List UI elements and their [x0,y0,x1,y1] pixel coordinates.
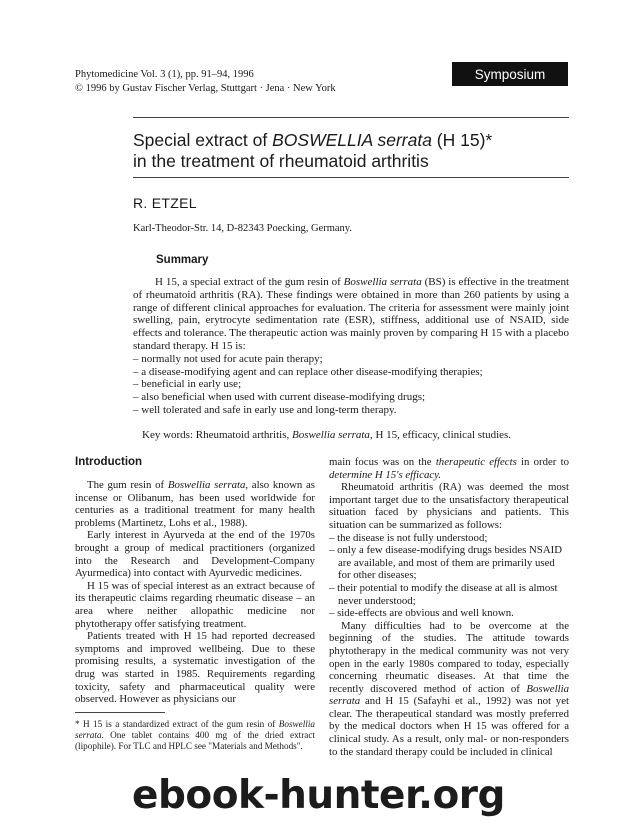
title-species: BOSWELLIA serrata [272,130,432,150]
footnote-rule [75,712,165,713]
list-item: – also beneficial when used with current disease-modifying drugs; [133,391,569,404]
title-suffix: (H 15)* [431,130,493,150]
summary-heading: Summary [156,254,209,266]
list-item: – normally not used for acute pain therapy; [133,353,569,366]
keywords: Key words: Rheumatoid arthritis, Boswellia serrata, H 15, efficacy, clinical studies. [142,429,512,441]
article-title [133,130,573,172]
symposium-badge: Symposium [452,62,568,86]
author: R. ETZEL [133,195,197,211]
journal-header [75,68,336,96]
body-paragraph: The gum resin of Boswellia serrata, also known as incense or Olibanum, has been used worldwide for centuries as a traditional treatment for many health problems (Martinetz, Lohs et al., 1988). [75,479,316,529]
column-right [329,456,569,758]
affiliation: Karl-Theodor-Str. 14, D-82343 Poecking, Germany. [133,223,352,234]
title-line2: in the treatment of rheumatoid arthritis [133,151,429,171]
introduction-heading: Introduction [75,456,143,468]
body-paragraph: Many difficulties had to be overcome at the beginning of the studies. The attitude towards phytotherapy in the medical community was not very open in the early 1980s compared to today, especially concerning rheumatic diseases. At that time the recently discovered method of action of Boswellia serrata and H 15 (Safayhi et al., 1992) was not yet clear. The therapeutical standard was mostly preferred by the medical doctors when H 15 was offered for a clinical study. As a result, only mal- or non-responders to the standard therapy could be included in clinical [329,619,569,758]
body-paragraph: Rheumatoid arthritis (RA) was deemed the most important target due to the unsatisfactory therapeutical situation faced by physicians and patients. This situation can be summarized as follows: [329,481,569,531]
title-rule-bottom [133,177,569,178]
watermark: ebook-hunter.org [132,773,505,818]
list-item: – only a few disease-modifying drugs besides NSAID are available, and most of them are primarily used for other diseases; [329,544,569,582]
abstract-paragraph: H 15, a special extract of the gum resin of Boswellia serrata (BS) is effective in the treatment of rheumatoid arthritis (RA). These findings were obtained in more than 260 patients by using a range of different clinical approaches for evaluation. The criteria for assessment were mainly joint swelling, pain, erytrocyte sedimentation rate (ESR), stiffness, additional use of NSAID, side effects and tolerance. The therapeutic action was mainly proven by comparing H 15 with a placebo standard therapy. H 15 is: [133,276,569,352]
abstract [133,276,569,417]
body-paragraph: H 15 was of special interest as an extract because of its therapeutic claims regarding rheumatic disease – an area where neither allopathic medicine nor phytotherapy offer satisfying treatment. [75,579,315,630]
footnote: * H 15 is a standardized extract of the gum resin of Boswellia serrata. One tablet contains 400 mg of the dried extract (lipophile). For TLC and HPLC see "Materials and Methods". [75,719,315,751]
list-item: – the disease is not fully understood; [329,532,569,545]
body-paragraph: Early interest in Ayurveda at the end of the 1970s brought a group of medical practitioners (organized into the Research and Development-Company Ayurmedica) into contact with Ayurvedic medicines. [75,529,315,580]
title-text: Special extract of [133,130,273,150]
list-item: – a disease-modifying agent and can replace other disease-modifying therapies; [133,366,569,379]
list-item: – side-effects are obvious and well known. [329,607,569,620]
list-item: – well tolerated and safe in early use and long-term therapy. [133,404,569,417]
column-left [75,456,315,706]
journal-citation: Phytomedicine Vol. 3 (1), pp. 91–94, 1996 [75,69,254,80]
body-paragraph: Patients treated with H 15 had reported decreased symptoms and improved wellbeing. Due to these promising results, a systematic investigation of the drug was started in 1985. Requirements regarding toxicity, safety and pharmaceutical quality were observed. However as physicians our [75,630,315,706]
body-list [329,532,569,620]
title-rule-top [133,117,569,118]
abstract-list [133,353,569,417]
list-item: – their potential to modify the disease at all is almost never understood; [329,582,569,607]
body-paragraph: main focus was on the therapeutic effects in order to determine H 15's efficacy. [329,456,569,481]
list-item: – beneficial in early use; [133,378,569,391]
copyright-line: © 1996 by Gustav Fischer Verlag, Stuttgart · Jena · New York [75,83,336,94]
